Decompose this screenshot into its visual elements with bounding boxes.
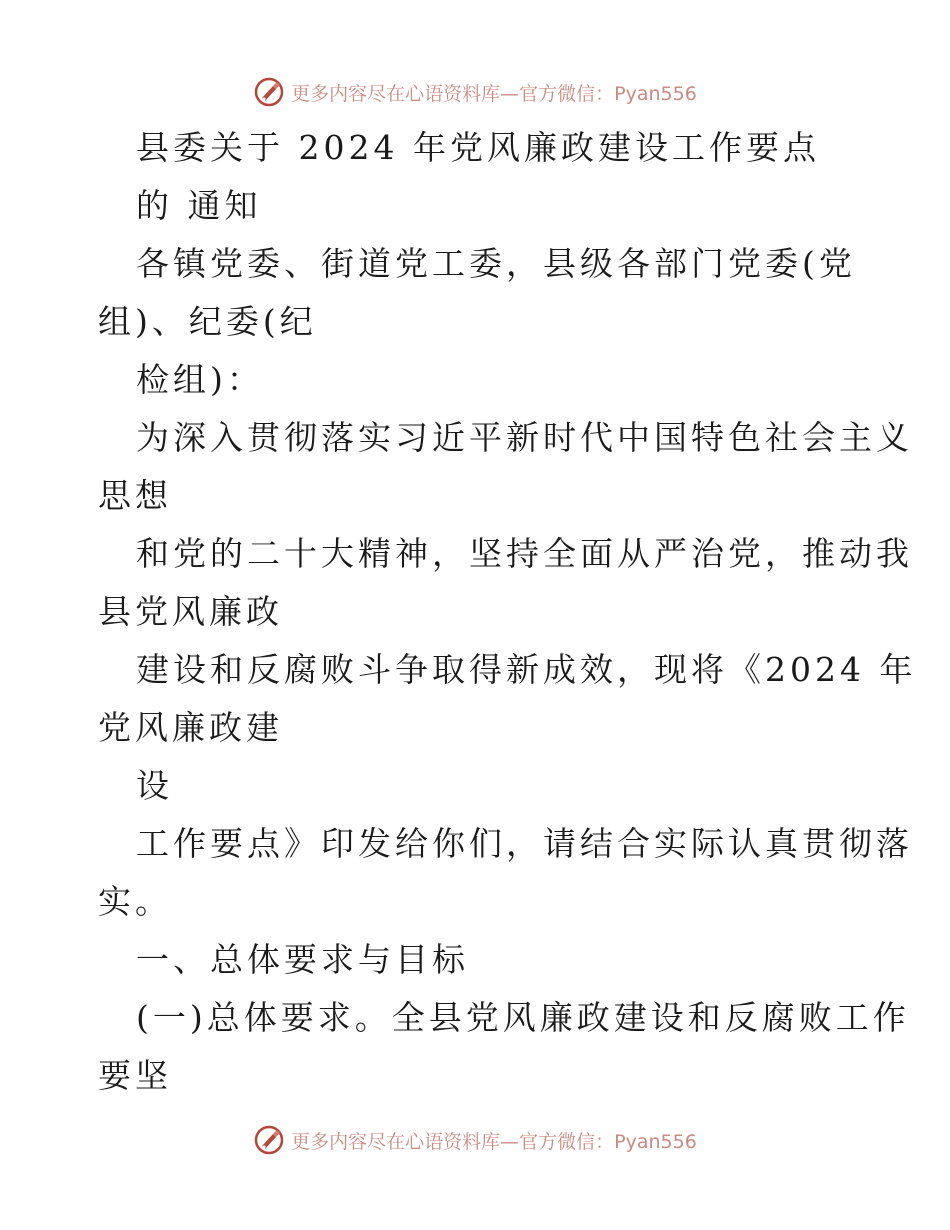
body-paragraph-line: (一)总体要求。全县党风廉政建设和反腐败工作 bbox=[136, 998, 910, 1037]
body-paragraph-line: 实。 bbox=[98, 882, 172, 921]
document-title-line-2: 的 通知 bbox=[136, 186, 262, 225]
body-paragraph-line: 建设和反腐败斗争取得新成效，现将《2024 年 bbox=[136, 650, 917, 689]
document-title-line-1: 县委关于 2024 年党风廉政建设工作要点 bbox=[136, 128, 820, 167]
body-paragraph-line: 县党风廉政 bbox=[98, 592, 283, 631]
watermark-text: 更多内容尽在心语资料库—官方微信：Pyan556 bbox=[291, 82, 697, 105]
body-paragraph-line: 为深入贯彻落实习近平新时代中国特色社会主义 bbox=[136, 418, 913, 457]
footer-watermark bbox=[0, 1120, 950, 1160]
body-paragraph-line: 和党的二十大精神，坚持全面从严治党，推动我 bbox=[136, 534, 913, 573]
section-heading: 一、总体要求与目标 bbox=[136, 940, 469, 979]
body-paragraph-line: 党风廉政建 bbox=[98, 708, 283, 747]
addressee-line-3: 检组)： bbox=[136, 360, 264, 399]
body-paragraph-line: 设 bbox=[136, 766, 173, 805]
pen-circle-icon bbox=[253, 1124, 285, 1156]
addressee-line-1: 各镇党委、街道党工委，县级各部门党委(党 bbox=[136, 244, 856, 283]
body-paragraph-line: 思想 bbox=[98, 476, 172, 515]
body-paragraph-line: 工作要点》印发给你们，请结合实际认真贯彻落 bbox=[136, 824, 913, 863]
addressee-line-2: 组)、纪委(纪 bbox=[98, 302, 317, 341]
watermark-text: 更多内容尽在心语资料库—官方微信：Pyan556 bbox=[291, 1130, 697, 1153]
body-paragraph-line: 要坚 bbox=[98, 1056, 172, 1095]
